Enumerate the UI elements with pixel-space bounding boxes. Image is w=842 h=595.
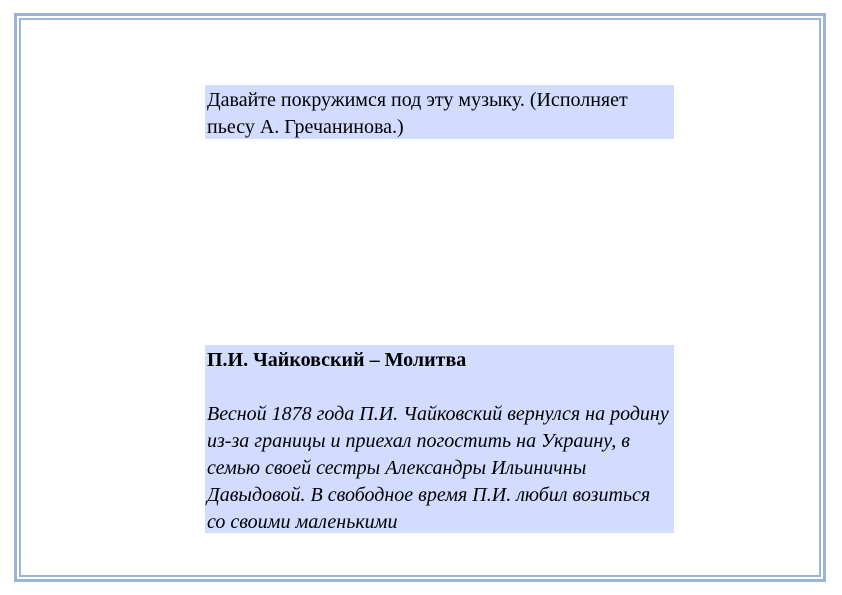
paragraph-spacer xyxy=(207,374,672,401)
intro-text: Давайте покружимся под эту музыку. (Исполняет пьесу А. Гречанинова.) xyxy=(207,89,628,138)
intro-text-block xyxy=(205,85,674,139)
description-text-block xyxy=(205,345,674,533)
description-text: Весной 1878 года П.И. Чайковский вернулся на родину из-за границы и приехал погостить на Украину, в семью своей сестры Александры Ильиничны Давыдовой. В свободное время П.И. любил возиться со своими маленькими xyxy=(207,403,669,533)
piece-title: П.И. Чайковский – Молитва xyxy=(207,349,467,371)
